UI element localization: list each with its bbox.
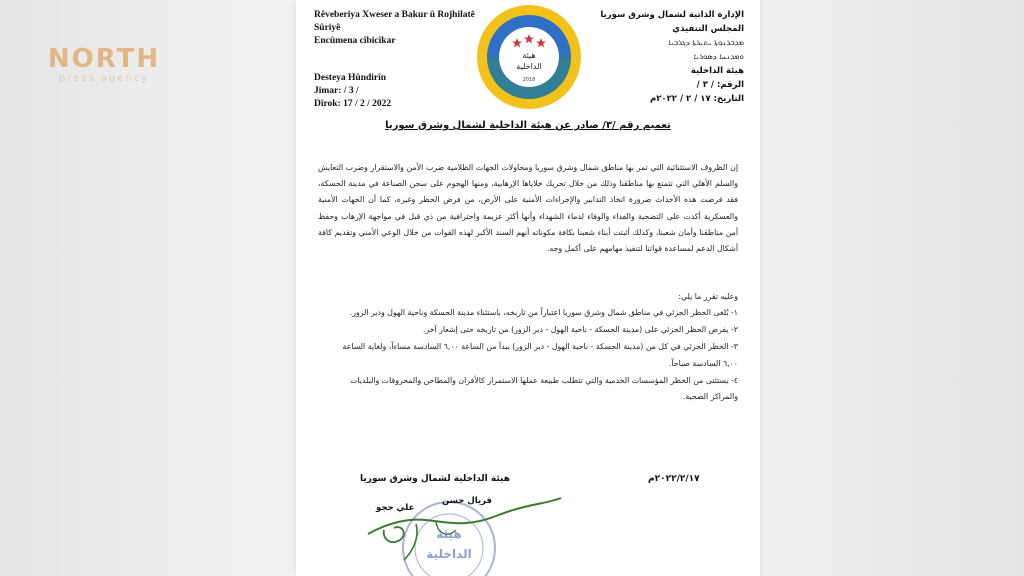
north-press-watermark <box>44 46 164 84</box>
header-left-line3: Desteya Hûndirîn <box>314 73 387 83</box>
signature-organization: هيئة الداخلية لشمال وشرق سوريا <box>360 474 510 484</box>
header-right-line2: المجلس التنفيذي <box>672 24 744 34</box>
list-item: ٤- يستثنى من الحظر المؤسسات الخدمية والتي تتطلب طبيعة عملها الاستمرار كالأفران والمطاحن والمحروقات والبلديات والمراكز الصحية. <box>350 375 738 402</box>
header-left-line1: Rêveberiya Xweser a Bakur û Rojhilatê Sûriyê <box>314 10 475 33</box>
logo-year: 2018 <box>522 77 536 83</box>
watermark-name: NORTH <box>47 44 161 74</box>
list-item: ٢- يفرض الحظر الجزئي على (مدينة الحسكة - ناحية الهول - دير الزور) من تاريخه حتى إشعار آخر. <box>422 325 738 335</box>
header-right-line1: الإدارة الذاتية لشمال وشرق سوريا <box>600 10 744 20</box>
header-right-line5: هيئة الداخلية <box>690 66 744 76</box>
decision-intro: وعليه تقرر ما يلي: <box>678 292 738 301</box>
header-right-syriac-2: ܘܡܕܢܚܐ ܕܣܘܪܝܐ <box>693 52 744 61</box>
header-right-syriac-1: ܡܕܒܪܢܘܬܐ ܝܬܝܪܬܐ ܕܓܪܒܝܐ <box>668 38 744 47</box>
header-left-line2: Encûmena cîbicîkar <box>314 36 396 46</box>
stamp-text-2: الداخلية <box>426 547 472 561</box>
header-left-date: Dîrok: 17 / 2 / 2022 <box>314 99 392 109</box>
header-arabic <box>574 8 744 106</box>
administration-logo <box>474 2 584 112</box>
watermark-subtitle: press agency <box>58 73 150 84</box>
signature-date: ٢٠٢٢/٢/١٧م <box>648 474 700 484</box>
header-right-date: التاريخ: ١٧ / ٢ / ٢٠٢٢م <box>650 94 744 104</box>
signatory-name-1: قريال حسن <box>442 496 492 506</box>
header-left-number: Jimar: / 3 / <box>314 86 359 96</box>
document-page <box>296 0 760 576</box>
document-title: تعميم رقم /٣/ صادر عن هيئة الداخلية لشمال وشرق سوريا <box>385 120 671 131</box>
list-item: ١- يُلغى الحظر الجزئي في مناطق شمال وشرق سوريا اعتباراً من تاريخه، باستثناء مدينة الحسكة وناحية الهول ودير الزور. <box>349 308 738 317</box>
document-body: إن الظروف الاستثنائية التي تمر بها مناطق شمال وشرق سوريا ومحاولات الجهات الظلامية ضرب الأمن والاستقرار وضرب التعايش والسلم الأهلي التي تتمتع بها مناطقنا وذلك من خلال تحريك خلاياها الإرهابية، ومنها الهجوم على سجن الصناعة في مدينة الحسكة، فقد فرضت هذه الأحداث ضرورة اتخاذ التدابير والإجراءات الأمنية على الأرض، من فرض الحظر وغيره، كما أن الجهات الأمنية والعسكرية أكدت على التضحية والفداء والوفاء لدماء الشهداء وأنها أكثر عزيمة واحترافية من ذي قبل في مواجهة الإرهاب وحفظ أمن مناطقنا وأمان شعبنا، وكذلك أثبتت أبناء شعبنا بكافة مكوناته أنهم السند الأكبر لهذه القوات من خلال الوعي الأمني وتقديم كافة أشكال الدعم لمساعدة قواتنا لتنفيذ مهامهم على أكمل وجه. <box>318 163 738 254</box>
decision-list <box>326 305 738 406</box>
header-right-number: الرقم: / ٣ / <box>696 80 744 90</box>
stamp-text-1: هيئة <box>436 527 462 541</box>
signatory-name-2: علي حجو <box>376 503 415 513</box>
logo-text-1: هيئة <box>522 51 536 60</box>
list-item: ٣- الحظر الجزئي في كل من (مدينة الحسكة - ناحية الهول - دير الزور) يبدأ من الساعة ٦,٠٠ السادسة مساءاً، ولغاية الساعة ٦,٠٠ السادسة صباحاً. <box>342 342 738 368</box>
logo-text-2: الداخلية <box>516 62 542 71</box>
header-kurdish <box>314 9 489 111</box>
